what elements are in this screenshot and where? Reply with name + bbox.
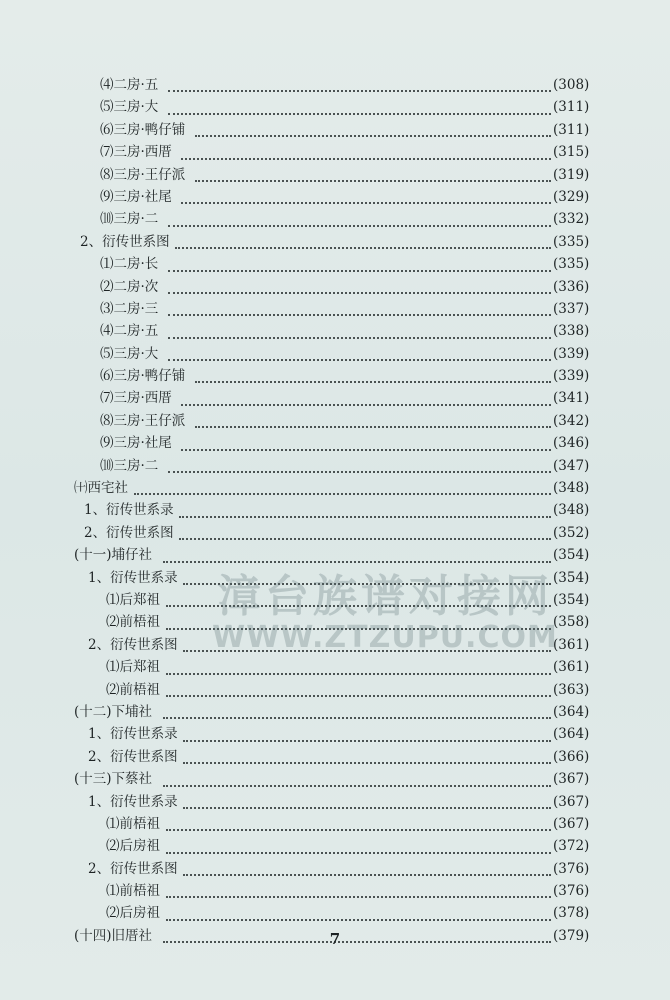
toc-entry-label: 2、衍传世系图 [84, 524, 174, 541]
toc-entry-label: ⑽三房·二 [100, 211, 159, 228]
toc-entry-label: ⑵二房·次 [100, 278, 159, 295]
toc-entry-page: (352) [553, 524, 590, 541]
toc-dot-leader [183, 785, 552, 809]
toc-entry-label: ⑵后房祖 [106, 838, 160, 855]
page-number: 7 [329, 930, 341, 948]
toc-dot-leader [183, 628, 552, 652]
toc-entry-page: (378) [553, 905, 590, 922]
toc-entry-page: (361) [553, 636, 590, 653]
toc-dot-leader [181, 135, 551, 159]
toc-entry-label: (十四)旧厝社 [74, 927, 153, 944]
toc-dot-leader [168, 90, 552, 114]
toc-dot-leader [166, 605, 551, 629]
toc-entry-page: (332) [553, 211, 590, 228]
toc-dot-leader [163, 538, 552, 562]
toc-entry-page: (315) [553, 144, 590, 161]
toc-entry-page: (319) [553, 166, 590, 183]
toc-entry-label: (十三)下蔡社 [74, 771, 153, 788]
toc-dot-leader [166, 673, 551, 697]
toc-entry-page: (367) [553, 771, 590, 788]
toc-entry-page: (311) [553, 121, 590, 138]
toc-dot-leader [175, 225, 552, 249]
toc-entry-label: 1、衍传世系录 [88, 793, 178, 810]
toc-entry-page: (339) [553, 345, 590, 362]
toc-entry-page: (335) [553, 233, 590, 250]
toc-entry-page: (339) [553, 368, 590, 385]
toc-entry-page: (335) [553, 256, 590, 273]
toc-entry-label: ⑴前梧祖 [106, 815, 160, 832]
toc-entry-page: (376) [553, 860, 590, 877]
toc-dot-leader [181, 426, 551, 450]
toc-entry-page: (337) [553, 300, 590, 317]
toc-dot-leader [195, 158, 552, 182]
toc-dot-leader [168, 270, 552, 294]
toc-entry-page: (348) [553, 502, 590, 519]
watermark-url: WWW.ZTZUPU.COM [212, 620, 558, 655]
toc-entry-page: (367) [553, 815, 590, 832]
toc-entry-label: 2、衍传世系图 [88, 748, 178, 765]
toc-dot-leader [168, 314, 552, 338]
toc-entry-label: ⑷二房·五 [100, 77, 159, 93]
toc-entry-label: ⑻三房·王仔派 [100, 166, 186, 183]
toc-entry-label: 2、衍传世系图 [88, 636, 178, 653]
toc-entry-page: (348) [553, 480, 590, 497]
toc-entry-label: ㈩西宅社 [74, 480, 128, 497]
toc-entry-page: (363) [553, 681, 590, 698]
toc-entry-label: (十一)埔仔社 [74, 547, 153, 564]
toc-entry-label: 2、衍传世系图 [80, 233, 170, 250]
toc-entry-page: (308) [553, 77, 590, 93]
toc-entry-page: (364) [553, 726, 590, 743]
toc-entry-label: ⑹三房·鸭仔铺 [100, 368, 186, 385]
toc-dot-leader [183, 717, 552, 741]
toc-entry-page: (367) [553, 793, 590, 810]
toc-dot-leader [166, 583, 551, 607]
toc-dot-leader [168, 337, 552, 361]
toc-entry-label: ⑷二房·五 [100, 323, 159, 340]
toc-entry-label: ⑼三房·社尾 [100, 188, 172, 205]
toc-dot-leader [181, 180, 551, 204]
toc-dot-leader [195, 404, 552, 428]
toc-dot-leader [179, 493, 552, 517]
toc-entry-label: ⑺三房·西厝 [100, 144, 172, 161]
toc-dot-leader [166, 874, 551, 898]
toc-entry-label: ⑴后郑祖 [106, 591, 160, 608]
toc-dot-leader [183, 740, 552, 764]
toc-entry-page: (329) [553, 188, 590, 205]
toc-dot-leader [183, 852, 552, 876]
toc-entry-label: 1、衍传世系录 [88, 569, 178, 586]
toc-entry-label: 1、衍传世系录 [88, 726, 178, 743]
toc-dot-leader [195, 113, 552, 137]
toc-entry-label: (十二)下埔社 [74, 703, 153, 720]
toc-entry-page: (341) [553, 390, 590, 407]
toc-dot-leader [166, 896, 551, 920]
toc-entry-label: 2、衍传世系图 [88, 860, 178, 877]
toc-dot-leader [168, 292, 552, 316]
toc-entry-label: ⑵后房祖 [106, 905, 160, 922]
toc-entry-label: ⑴前梧祖 [106, 883, 160, 900]
toc-entry-page: (354) [553, 591, 590, 608]
toc-entry-label: ⑶二房·三 [100, 300, 159, 317]
toc-entry-label: ⑻三房·王仔派 [100, 412, 186, 429]
toc-entry-page: (376) [553, 883, 590, 900]
toc-entry-page: (336) [553, 278, 590, 295]
toc-dot-leader [168, 247, 552, 271]
toc-entry-label: ⑸三房·大 [100, 345, 159, 362]
toc-entry-page: (354) [553, 569, 590, 586]
toc-entry-label: ⑽三房·二 [100, 457, 159, 474]
toc-dot-leader [183, 561, 552, 585]
toc-entry-label: ⑵前梧祖 [106, 681, 160, 698]
toc-dot-leader [134, 471, 551, 495]
toc-entry-page: (379) [553, 927, 590, 944]
toc-entry-label: ⑹三房·鸭仔铺 [100, 121, 186, 138]
toc-dot-leader [168, 68, 552, 92]
toc-dot-leader [166, 807, 551, 831]
toc-dot-leader [195, 359, 552, 383]
toc-entry-page: (311) [553, 99, 590, 116]
toc-dot-leader [163, 695, 552, 719]
toc-entry-page: (358) [553, 614, 590, 631]
toc-dot-leader [168, 449, 552, 473]
toc-dot-leader [179, 516, 552, 540]
watermark-title: 漳台族谱对接网 [217, 571, 553, 622]
toc-entry-page: (361) [553, 659, 590, 676]
toc-entry-page: (366) [553, 748, 590, 765]
table-of-contents [0, 74, 670, 947]
toc-entry-page: (342) [553, 412, 590, 429]
toc-dot-leader [168, 202, 552, 226]
toc-dot-leader [166, 829, 551, 853]
toc-entry-page: (364) [553, 703, 590, 720]
toc-dot-leader [181, 381, 551, 405]
toc-dot-leader [166, 650, 551, 674]
toc-entry-label: ⑵前梧祖 [106, 614, 160, 631]
toc-entry-label: ⑼三房·社尾 [100, 435, 172, 452]
toc-entry-page: (346) [553, 435, 590, 452]
toc-entry-label: 1、衍传世系录 [84, 502, 174, 519]
toc-entry-page: (338) [553, 323, 590, 340]
toc-entry-page: (354) [553, 547, 590, 564]
toc-dot-leader [163, 762, 552, 786]
toc-entry-label: ⑴二房·长 [100, 256, 159, 273]
toc-entry-label: ⑺三房·西厝 [100, 390, 172, 407]
toc-entry-page: (372) [553, 838, 590, 855]
toc-entry-page: (347) [553, 457, 590, 474]
toc-entry-label: ⑴后郑祖 [106, 659, 160, 676]
toc-entry-label: ⑸三房·大 [100, 99, 159, 116]
